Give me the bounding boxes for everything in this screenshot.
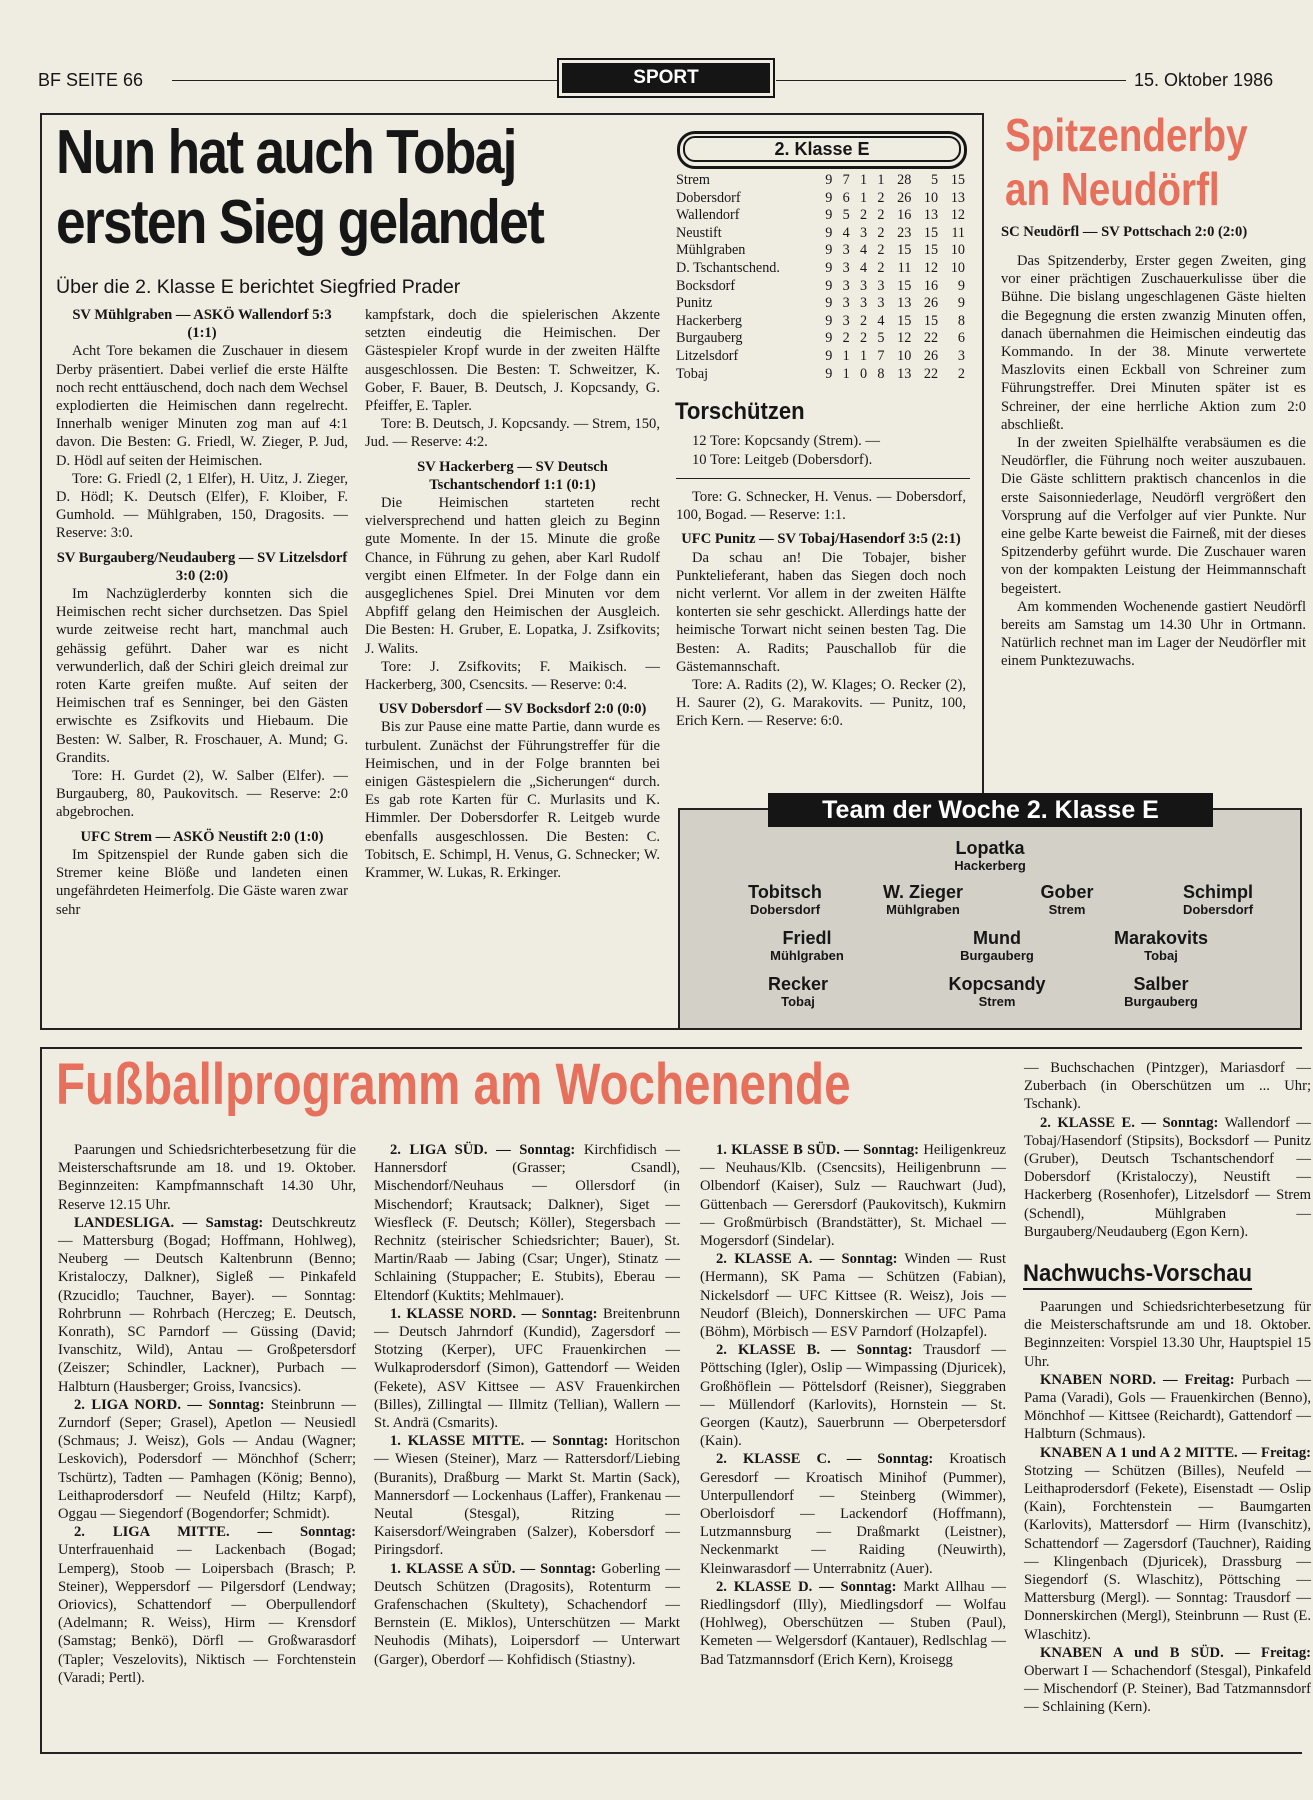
stat-cell: 2 xyxy=(860,207,868,224)
stat-cell: 1 xyxy=(842,347,850,364)
program-column-4 xyxy=(1024,1059,1311,1241)
stat-cell: 4 xyxy=(842,224,850,241)
stat-cell: 3 xyxy=(860,295,868,312)
program-league: 2. KLASSE B. — Sonntag: xyxy=(716,1342,913,1359)
standings-row xyxy=(676,242,968,260)
stat-cell: 6 xyxy=(957,330,965,347)
paragraph: Tore: G. Schnecker, H. Venus. — Dobersdorf, 100, Bogad. — Reserve: 1:1. xyxy=(676,489,966,524)
team-name: Litzelsdorf xyxy=(676,347,739,364)
stat-cell: 3 xyxy=(842,259,850,276)
program-entry xyxy=(1024,1644,1311,1717)
team-name: Neustift xyxy=(676,224,722,241)
player-name: W. Zieger xyxy=(882,882,963,902)
stat-cell: 3 xyxy=(842,242,850,259)
scorer-line: 10 Tore: Leitgeb (Dobersdorf). xyxy=(692,452,873,468)
stat-cell: 26 xyxy=(897,189,912,206)
stat-cell: 13 xyxy=(950,189,965,206)
divider xyxy=(676,478,970,479)
stat-cell: 3 xyxy=(842,312,850,329)
match-heading: SV Mühlgraben — ASKÖ Wallendorf 5:3 (1:1) xyxy=(72,307,332,342)
stat-cell: 28 xyxy=(897,172,912,188)
stat-cell: 26 xyxy=(923,295,939,312)
stat-cell: 12 xyxy=(950,207,965,224)
player-name: Friedl xyxy=(782,928,832,948)
program-text: Kirchfidisch — Hannersdorf (Grasser; Csandl), Mischendorf/Neuhaus — Ollersdorf (in Mischendorf; Krautsack; Dalkner), Siget — Wiesfleck (F. Deutsch; Köller), Stegersbach — Rechnitz (steirischer Schiedsrichter; Bauer), St. Martin/Raab — Jabing (Csar; Unger), Stinatz — Schlaining (Stuppacher; E. Stubits), Eberau — Eltendorf (Kuktits; Mehlmauer). xyxy=(374,1142,680,1304)
stat-cell: 2 xyxy=(860,330,868,347)
standings-row xyxy=(676,295,968,313)
program-entry xyxy=(700,1450,1006,1577)
paragraph: Da schau an! Die Tobajer, bisher Punktelieferant, haben das Siegen doch noch nicht verlernt. Vor allem in der zweiten Hälfte konterten sie sehr geschickt. Allerdings hatte der heimische Torwart nicht seinen besten Tag. Die Besten: A. Radits; Pauschallob für die Gästemannschaft. xyxy=(676,549,966,675)
stat-cell: 9 xyxy=(825,224,833,241)
program-league: KNABEN NORD. — Freitag: xyxy=(1040,1371,1235,1388)
team-name: Bocksdorf xyxy=(676,277,736,294)
standings-row xyxy=(676,278,968,296)
paragraph: Tore: H. Gurdet (2), W. Salber (Elfer). — Burgauberg, 80, Paukovitsch. — Reserve: 2:0 abgebrochen. xyxy=(56,768,348,821)
player-name: Schimpl xyxy=(1182,882,1253,902)
stat-cell: 3 xyxy=(860,224,868,241)
paragraph: Im Spitzenspiel der Runde gaben sich die Stremer keine Blöße und landeten einen ungefährdeten Heimerfolg. Die Gäste waren zwar sehr xyxy=(56,846,348,918)
program-league: 2. LIGA MITTE. — Sonntag: xyxy=(74,1524,356,1541)
stat-cell: 15 xyxy=(950,172,965,188)
paragraph: Tore: A. Radits (2), W. Klages; O. Recker (2), H. Saurer (2), G. Marakovits. — Punitz, 100, Erich Kern. — Reserve: 6:0. xyxy=(676,677,966,730)
team-player xyxy=(713,974,883,1009)
stat-cell: 9 xyxy=(825,277,833,294)
stat-cell: 9 xyxy=(957,295,965,312)
player-name: Marakovits xyxy=(1113,928,1209,948)
stat-cell: 9 xyxy=(825,365,833,382)
player-name: Gober xyxy=(1040,882,1094,902)
program-league: 2. LIGA SÜD. — Sonntag: xyxy=(390,1142,576,1158)
team-name: Tobaj xyxy=(676,365,709,382)
stat-cell: 5 xyxy=(842,207,850,224)
stat-cell: 1 xyxy=(877,172,885,188)
program-text: Breitenbrunn — Deutsch Jahrndorf (Kundid), Zagersdorf — Stotzing (Kerper), UFC Frauenkirchen — Wulkaprodersdorf (Simon), Gattendorf — Weiden (Fekete), ASV Kittsee — ASV Frauenkirchen (Billes), Zillingtal — Illmitz (Tellian), Wallern — St. Andrä (Csmarits). xyxy=(374,1305,680,1432)
scorer-line: 12 Tore: Kopcsandy (Strem). — xyxy=(692,433,880,449)
team-player xyxy=(1076,928,1246,963)
paragraph: Paarungen und Schiedsrichterbesetzung für die Meisterschaftsrunde am 18. und 19. Oktober. Beginnzeiten: Kampfmannschaft 14.30 Uhr, Reserve 12.15 Uhr. xyxy=(58,1142,356,1213)
stat-cell: 26 xyxy=(923,347,939,364)
team-name: Burgauberg xyxy=(676,330,743,347)
stat-cell: 2 xyxy=(877,242,885,259)
standings-row xyxy=(676,207,968,225)
player-name: Salber xyxy=(1133,974,1189,994)
article2-body xyxy=(1001,252,1306,671)
stat-cell: 13 xyxy=(897,295,912,312)
stat-cell: 10 xyxy=(950,259,965,276)
page-number: BF SEITE 66 xyxy=(38,70,144,90)
standings-row xyxy=(676,172,968,190)
stat-cell: 3 xyxy=(957,347,965,364)
program-text: Deutschkreutz — Mattersburg (Bogad; Hoffmann, Hohlweg), Neuberg — Deutsch Kaltenbrunn (Benno; Kristaloczy, Dalkner), Sigleß — Pinkafeld (Rzucidlo; Tauchner, Bayer). — Sonntag: Rohrbrunn — Rohrbach (Herczeg; E. Deutsch, Konrath), SC Parndorf — Güssing (David; Ivanschitz, Wild), Antau — Großpetersdorf (Zeiszer; Schindler, Lackner), Purbach — Halbturn (Hausberger; Groiss, Ivancsics). xyxy=(58,1214,357,1395)
player-club: Tobaj xyxy=(781,994,815,1009)
stat-cell: 0 xyxy=(860,365,868,382)
program-text: Horitschon — Wiesen (Steiner), Marz — Rattersdorf/Liebing (Buranits), Draßburg — Markt St. Martin (Sack), Mannersdorf — Lockenhaus (Laffer), Frankenau — Neutal (Stesgal), Ritzing — Kaisersdorf/Weingraben (Salzer), Kobersdorf — Piringsdorf. xyxy=(374,1433,680,1559)
program-text: — Buchschachen (Pintzger), Mariasdorf — Zuberbach (in Oberschützen um ... Uhr; Tschank). xyxy=(1024,1060,1311,1113)
standings-row xyxy=(676,330,968,348)
program-entry xyxy=(1024,1114,1311,1241)
stat-cell: 22 xyxy=(923,365,939,382)
program-entry xyxy=(700,1250,1006,1341)
stat-cell: 12 xyxy=(923,259,939,276)
program-entry xyxy=(374,1432,680,1559)
stat-cell: 3 xyxy=(860,277,868,294)
standings-row xyxy=(676,313,968,331)
player-club: Tobaj xyxy=(1144,948,1178,963)
stat-cell: 9 xyxy=(825,259,833,276)
stat-cell: 5 xyxy=(931,172,939,188)
subheadline: Über die 2. Klasse E berichtet Siegfried Prader xyxy=(56,276,461,298)
stat-cell: 15 xyxy=(897,312,912,329)
team-player xyxy=(982,882,1152,917)
match-heading: SV Burgauberg/Neudauberg — SV Litzelsdorf 3:0 (2:0) xyxy=(56,549,348,584)
paragraph: Tore: G. Friedl (2, 1 Elfer), H. Uitz, J. Zieger, D. Hödl; K. Deutsch (Elfer), F. Kloiber, F. Gumhold. — Mühlgraben, 150, Dragosits. — Reserve: 3:0. xyxy=(56,470,348,542)
program-league: 2. KLASSE E. — Sonntag: xyxy=(1040,1114,1219,1131)
paragraph: Bis zur Pause eine matte Partie, dann wurde es turbulent. Zunächst der Führungstreffer für die Heimischen, und in der Folge brannten bei einigen Gästespielern die „Sicherungen“ durch. Es gab rote Karten für C. Murlasits und K. Himmler. Der Dobersdorfer R. Leitgeb wurde ebenfalls ausgeschlossen. Die Besten: C. Tobitsch, E. Schimpl, H. Venus, G. Schnecker; W. Krammer, W. Lukas, R. Erkinger. xyxy=(365,719,660,882)
team-name: D. Tschantschend. xyxy=(676,259,780,276)
paragraph: In der zweiten Spielhälfte verabsäumen es die Neudörfler, die Führung noch weiter auszubauen. Die Gäste schlittern praktisch chancenlos in die erste Saisonniederlage, Neudörfl vergrößert den Vorsprung auf die Verfolger auf vier Punkte. Nur eine gelbe Karte beweist die Fairneß, mit der dieses Spitzenderby geführt wurde. Die Zuschauer waren von der kompakten Leistung der Heimmannschaft begeistert. xyxy=(1001,435,1306,597)
program-text: Winden — Rust (Hermann), SK Pama — Schützen (Fabian), Nickelsdorf — UFC Kittsee (R. Weisz), Jois — Neudorf (Bleich), Donnerskirchen — UFC Pama (Böhm), Mörbisch — ESV Parndorf (Holzapfel). xyxy=(700,1251,1006,1341)
player-name: Tobitsch xyxy=(748,882,822,902)
match-heading: UFC Strem — ASKÖ Neustift 2:0 (1:0) xyxy=(80,828,324,845)
stat-cell: 7 xyxy=(877,347,885,364)
program-text: Kroatisch Geresdorf — Kroatisch Minihof (Pummer), Unterpullendorf — Steinberg (Wimmer), Oberloisdorf — Lackendorf (Hoffmann), Lutzmannsburg — Draßmarkt (Leistner), Neckenmarkt — Raiding (Neuwirth), Kleinwarasdorf — Unterrabnitz (Auer). xyxy=(700,1451,1006,1577)
program-entry xyxy=(700,1141,1006,1250)
program-league: 2. KLASSE D. — Sonntag: xyxy=(716,1578,897,1595)
program-text: Trausdorf — Pöttsching (Igler), Oslip — Wimpassing (Djuricek), Großhöflein — Pöttelsdorf (Reisner), Sieggraben — Müllendorf (Karlovits), Hornstein — St. Georgen (Kautz), Sauerbrunn — Oberpetersdorf (Kain). xyxy=(700,1342,1006,1450)
stat-cell: 15 xyxy=(923,242,939,259)
program-entry xyxy=(58,1214,356,1396)
player-club: Dobersdorf xyxy=(1182,902,1254,917)
match-heading: USV Dobersdorf — SV Bocksdorf 2:0 (0:0) xyxy=(378,701,647,718)
team-player xyxy=(905,838,1075,873)
team-player xyxy=(912,974,1082,1009)
stat-cell: 9 xyxy=(825,347,833,364)
team-name: Wallendorf xyxy=(676,207,740,224)
stat-cell: 3 xyxy=(842,295,850,312)
program-entry xyxy=(1024,1371,1311,1444)
stat-cell: 15 xyxy=(897,242,912,259)
standings-row xyxy=(676,260,968,278)
team-of-week-title: Team der Woche 2. Klasse E xyxy=(768,793,1213,827)
scorers-list xyxy=(692,432,965,470)
stat-cell: 10 xyxy=(897,347,912,364)
stat-cell: 15 xyxy=(923,224,939,241)
player-name: Recker xyxy=(767,974,829,994)
program-league: 1. KLASSE B SÜD. — Sonntag: xyxy=(716,1142,920,1158)
match-heading: UFC Punitz — SV Tobaj/Hasendorf 3:5 (2:1) xyxy=(681,531,961,548)
header-rule-right xyxy=(776,80,1126,81)
stat-cell: 9 xyxy=(825,189,833,206)
program-column-2 xyxy=(374,1141,680,1669)
article-column-2 xyxy=(365,306,660,882)
standings-row xyxy=(676,225,968,243)
article-column-1 xyxy=(56,306,348,919)
program-league: 2. KLASSE C. — Sonntag: xyxy=(716,1451,934,1468)
player-club: Dobersdorf xyxy=(749,902,821,917)
stat-cell: 9 xyxy=(825,242,833,259)
team-name: Hackerberg xyxy=(676,312,742,329)
program-text: Wallendorf — Tobaj/Hasendorf (Stipsits), Bocksdorf — Punitz (Gruber), Deutsch Tschantschendorf — Dobersdorf (Kristaloczy), Neustift — Hackerberg (Rosenhofer), Litzelsdorf — Strem (Schendl), Mühlgraben — Burgauberg/Neudauberg (Egon Kern). xyxy=(1024,1114,1311,1240)
nachwuchs-title: Nachwuchs-Vorschau xyxy=(1023,1260,1252,1290)
paragraph: Acht Tore bekamen die Zuschauer in diesem Derby präsentiert. Dabei verlief die erste Hälfte noch recht enttäuschend, doch nach dem Wechsel explodierten die Heimischen dann regelrecht. Innerhalb weniger Minuten zog man auf 4:1 davon. Die Besten: G. Friedl, W. Zieger, P. Jud, D. Hödl auf seiten der Heimischen. xyxy=(56,343,348,469)
stat-cell: 6 xyxy=(842,189,850,206)
player-name: Kopcsandy xyxy=(948,974,1046,994)
stat-cell: 13 xyxy=(923,207,939,224)
standings-row xyxy=(676,190,968,208)
team-name: Dobersdorf xyxy=(676,189,741,206)
program-entry xyxy=(1024,1059,1311,1114)
paragraph: Die Heimischen starteten recht vielversprechend und hatten gleich zu Beginn gute Momente. In der 15. Minute die große Chance, in Führung zu gehen, aber Karl Rudolf vergibt einen Elfmeter. In der Folge dann ein ausgeglichenes Spiel. Drei Minuten vor dem Abpfiff gelang den Heimischen der Ausgleich. Die Besten: H. Gruber, E. Lopatka, J. Zsifkovits; J. Walits. xyxy=(365,495,660,657)
program-entry xyxy=(700,1578,1006,1669)
article2-match: SC Neudörfl — SV Pottschach 2:0 (2:0) xyxy=(1001,224,1248,240)
header-rule-left xyxy=(172,80,562,81)
stat-cell: 9 xyxy=(825,312,833,329)
program-entry xyxy=(700,1341,1006,1450)
player-club: Mühlgraben xyxy=(886,902,960,917)
stat-cell: 1 xyxy=(860,347,868,364)
team-player xyxy=(1076,974,1246,1009)
stat-cell: 3 xyxy=(877,295,885,312)
stat-cell: 4 xyxy=(860,259,868,276)
stat-cell: 5 xyxy=(877,330,885,347)
stat-cell: 4 xyxy=(860,242,868,259)
program-league: 1. KLASSE A SÜD. — Sonntag: xyxy=(390,1560,597,1577)
program-league: KNABEN A 1 und A 2 MITTE. — Freitag: xyxy=(1040,1444,1311,1461)
stat-cell: 8 xyxy=(877,365,885,382)
paragraph: Paarungen und Schiedsrichterbesetzung für die Meisterschaftsrunde am und 18. Oktober. Beginnzeiten: Vorspiel 13.30 Uhr, Hauptspiel 15 Uhr. xyxy=(1024,1299,1311,1370)
paragraph: kampfstark, doch die spielerischen Akzente setzten eindeutig die Heimischen. Der Gästespieler Kropf wurde in der zweiten Hälfte ausgeschlossen. Die Besten: T. Schweitzer, K. Gober, F. Bauer, B. Deutsch, J. Kopcsandy, G. Pfeiffer, E. Tapler. xyxy=(365,307,660,415)
player-club: Hackerberg xyxy=(954,858,1026,873)
issue-date: 15. Oktober 1986 xyxy=(1134,70,1274,90)
program-column-1 xyxy=(58,1141,356,1687)
stat-cell: 10 xyxy=(923,189,939,206)
stat-cell: 11 xyxy=(897,259,912,276)
stat-cell: 13 xyxy=(897,365,912,382)
player-club: Strem xyxy=(978,994,1016,1009)
paragraph: Am kommenden Wochenende gastiert Neudörfl bereits am Samstag um 14.30 Uhr in Ortmann. Natürlich rechnet man im Lager der Neudörfler mit einem Punktezuwachs. xyxy=(1001,598,1306,670)
program-text: Goberling — Deutsch Schützen (Dragosits), Rotenturm — Grafenschachen (Skultety), Schachendorf — Bernstein (E. Miklos), Unterschützen — Markt Neuhodis (Mihats), Loipersdorf — Unterwart (Garger), Oberdorf — Kohfidisch (Stiastny). xyxy=(374,1560,680,1668)
stat-cell: 1 xyxy=(860,172,868,188)
program-text: Oberwart I — Schachendorf (Stesgal), Pinkafeld — Mischendorf (P. Steiner), Bad Tatzmannsdorf — Schlaining (Kern). xyxy=(1024,1663,1311,1716)
paragraph: Tore: J. Zsifkovits; F. Maikisch. — Hackerberg, 300, Csencsits. — Reserve: 0:4. xyxy=(365,658,660,694)
program-text: Stotzing — Schützen (Billes), Neufeld — Leithaprodersdorf (Fekete), Eisenstadt — Oslip (Kain), Forchtenstein — Baumgarten (Karlovits), Mattersdorf — Hirm (Ivanschitz), Schattendorf — Zagersdorf (Tauchner), Raiding — Klingenbach (Djuricek), Drassburg — Siegendorf (S. Wlaschitz), Pöttsching — Mattersburg (Mergl). — Sonntag: Trausdorf — Donnerskirchen (Mergl), Steinbrunn — Rust (E. Wlaschitz). xyxy=(1024,1462,1311,1643)
team-player xyxy=(1133,882,1303,917)
program-entry xyxy=(58,1396,356,1523)
player-club: Burgauberg xyxy=(960,948,1034,963)
program-text: Heiligenkreuz — Neuhaus/Klb. (Csencsits), Heiligenbrunn — Olbendorf (Kaiser), Sulz — Rauchwart (Jud), Güttenbach — Gerersdorf (Paukovitsch), Kukmirn — Großmürbisch (Brandstätter), St. Michael — Mogersdorf (Sindelar). xyxy=(700,1142,1006,1250)
stat-cell: 16 xyxy=(897,207,912,224)
stat-cell: 9 xyxy=(957,277,965,294)
program-league: 1. KLASSE NORD. — Sonntag: xyxy=(390,1305,598,1322)
nachwuchs-column xyxy=(1024,1298,1311,1717)
stat-cell: 16 xyxy=(923,277,939,294)
stat-cell: 2 xyxy=(842,330,850,347)
stat-cell: 4 xyxy=(877,312,885,329)
stat-cell: 23 xyxy=(897,224,912,241)
program-column-3 xyxy=(700,1141,1006,1669)
stat-cell: 1 xyxy=(860,189,868,206)
stat-cell: 15 xyxy=(923,312,939,329)
program-entry xyxy=(374,1560,680,1669)
stat-cell: 2 xyxy=(877,259,885,276)
stat-cell: 2 xyxy=(877,207,885,224)
player-club: Mühlgraben xyxy=(770,948,844,963)
stat-cell: 2 xyxy=(957,365,965,382)
stat-cell: 7 xyxy=(842,172,850,188)
stat-cell: 10 xyxy=(950,242,965,259)
player-name: Mund xyxy=(973,928,1021,948)
standings-title-text: 2. Klasse E xyxy=(683,136,961,162)
player-name: Lopatka xyxy=(955,838,1025,858)
program-league: 2. LIGA NORD. — Sonntag: xyxy=(74,1396,265,1413)
stat-cell: 8 xyxy=(957,312,965,329)
program-text: Unterfrauenhaid — Lackenbach (Bogad; Lemperg), Stoob — Loipersbach (Brasch; P. Steiner), Weppersdorf — Pilgersdorf (Lendway; Oriovics), Schattendorf — Oberpullendorf (Adelmann; R. Weiss), Hirm — Krensdorf (Samstag; Benkö), Dörfl — Großwarasdorf (Tapler; Veszelovits), Niktisch — Forchtenstein (Varadi; Pertl). xyxy=(58,1542,356,1686)
team-name: Punitz xyxy=(676,295,713,312)
stat-cell: 22 xyxy=(923,330,939,347)
stat-cell: 11 xyxy=(951,224,965,241)
paragraph: Das Spitzenderby, Erster gegen Zweiten, ging vor einer prächtigen Zuschauerkulisse über die Bühne. Die bislang ungeschlagenen Gäste hielten die Begegnung die ersten zwanzig Minuten offen, danach übernahmen die Heimischen eindeutig das Kommando. In der 38. Minute verwertete Maszlovits einen Eckball von Schreiner zum Führungstreffer. Drei Minuten später ist es Schreiner, der eine herrliche Aktion zum 2:0 abschließt. xyxy=(1001,253,1306,433)
standings-row xyxy=(676,366,968,384)
stat-cell: 9 xyxy=(825,207,833,224)
program-text: Steinbrunn — Zurndorf (Seper; Grasel), Apetlon — Neusiedl (Schmaus; J. Weisz), Gols — Andau (Wagner; Leskovich), Podersdorf — Mönchhof (Scherr; Tschürtz), Tadten — Pamhagen (König; Benno), Leithaprodersdorf — Neufeld (Hiltz; Karpf), Oggau — Siegendorf (Bogendorfer; Schmidt). xyxy=(58,1396,356,1523)
match-heading: SV Hackerberg — SV Deutsch Tschantschendorf 1:1 (0:1) xyxy=(417,458,608,493)
program-league: 2. KLASSE A. — Sonntag: xyxy=(716,1251,898,1268)
stat-cell: 2 xyxy=(860,312,868,329)
team-name: Strem xyxy=(676,172,710,188)
section-label: SPORT xyxy=(562,63,770,93)
paragraph: Im Nachzüglerderby konnten sich die Heimischen recht sicher durchsetzen. Das Spiel wurde zeitweise recht hart, manchmal auch gehässig geführt. Daher war es nicht verwunderlich, daß der Schiri gleich dreimal zur roten Karte greifen mußte. Auf seiten der Heimischen traf es Senninger, bei den Gästen erwischte es Zsifkovits und Hiebaum. Die Besten: W. Salber, R. Froschauer, A. Mund; G. Grandits. xyxy=(56,586,348,766)
stat-cell: 9 xyxy=(825,295,833,312)
program-entry xyxy=(58,1523,356,1687)
article-column-3 xyxy=(676,488,966,731)
team-player xyxy=(722,928,892,963)
player-club: Burgauberg xyxy=(1124,994,1198,1009)
program-text: Markt Allhau — Riedlingsdorf (Illy), Miedlingsdorf — Wolfau (Hohlweg), Oberschützen — Stuben (Paul), Kemeten — Welgersdorf (Kantauer), Redlschlag — Bad Tatzmannsdorf (Erich Kern), Kroisegg xyxy=(700,1578,1006,1668)
program-entry xyxy=(374,1305,680,1432)
program-headline: Fußballprogramm am Wochenende xyxy=(56,1052,851,1117)
stat-cell: 3 xyxy=(842,277,850,294)
program-league: LANDESLIGA. — Samstag: xyxy=(74,1214,264,1231)
scorers-title: Torschützen xyxy=(675,398,805,425)
stat-cell: 15 xyxy=(897,277,912,294)
program-entry xyxy=(374,1141,680,1305)
team-player xyxy=(912,928,1082,963)
team-name: Mühlgraben xyxy=(676,242,746,259)
stat-cell: 2 xyxy=(877,189,885,206)
stat-cell: 2 xyxy=(877,224,885,241)
stat-cell: 9 xyxy=(825,172,833,188)
program-league: KNABEN A und B SÜD. — Freitag: xyxy=(1040,1644,1311,1661)
standings-row xyxy=(676,348,968,366)
program-text: Purbach — Pama (Varadi), Gols — Frauenkirchen (Benno), Mönchhof — Kittsee (Reichardt), Gattendorf — Halbturn (Schmaus). xyxy=(1024,1371,1311,1443)
article2-headline: Spitzenderby an Neudörfl xyxy=(1005,109,1248,215)
stat-cell: 1 xyxy=(842,365,850,382)
paragraph: Tore: B. Deutsch, J. Kopcsandy. — Strem, 150, Jud. — Reserve: 4:2. xyxy=(365,416,660,451)
program-league: 1. KLASSE MITTE. — Sonntag: xyxy=(390,1433,609,1450)
headline: Nun hat auch Tobaj ersten Sieg gelandet xyxy=(56,118,544,257)
stat-cell: 9 xyxy=(825,330,833,347)
standings-table xyxy=(676,172,968,383)
stat-cell: 12 xyxy=(897,330,912,347)
player-club: Strem xyxy=(1048,902,1086,917)
stat-cell: 3 xyxy=(877,277,885,294)
program-entry xyxy=(1024,1444,1311,1644)
